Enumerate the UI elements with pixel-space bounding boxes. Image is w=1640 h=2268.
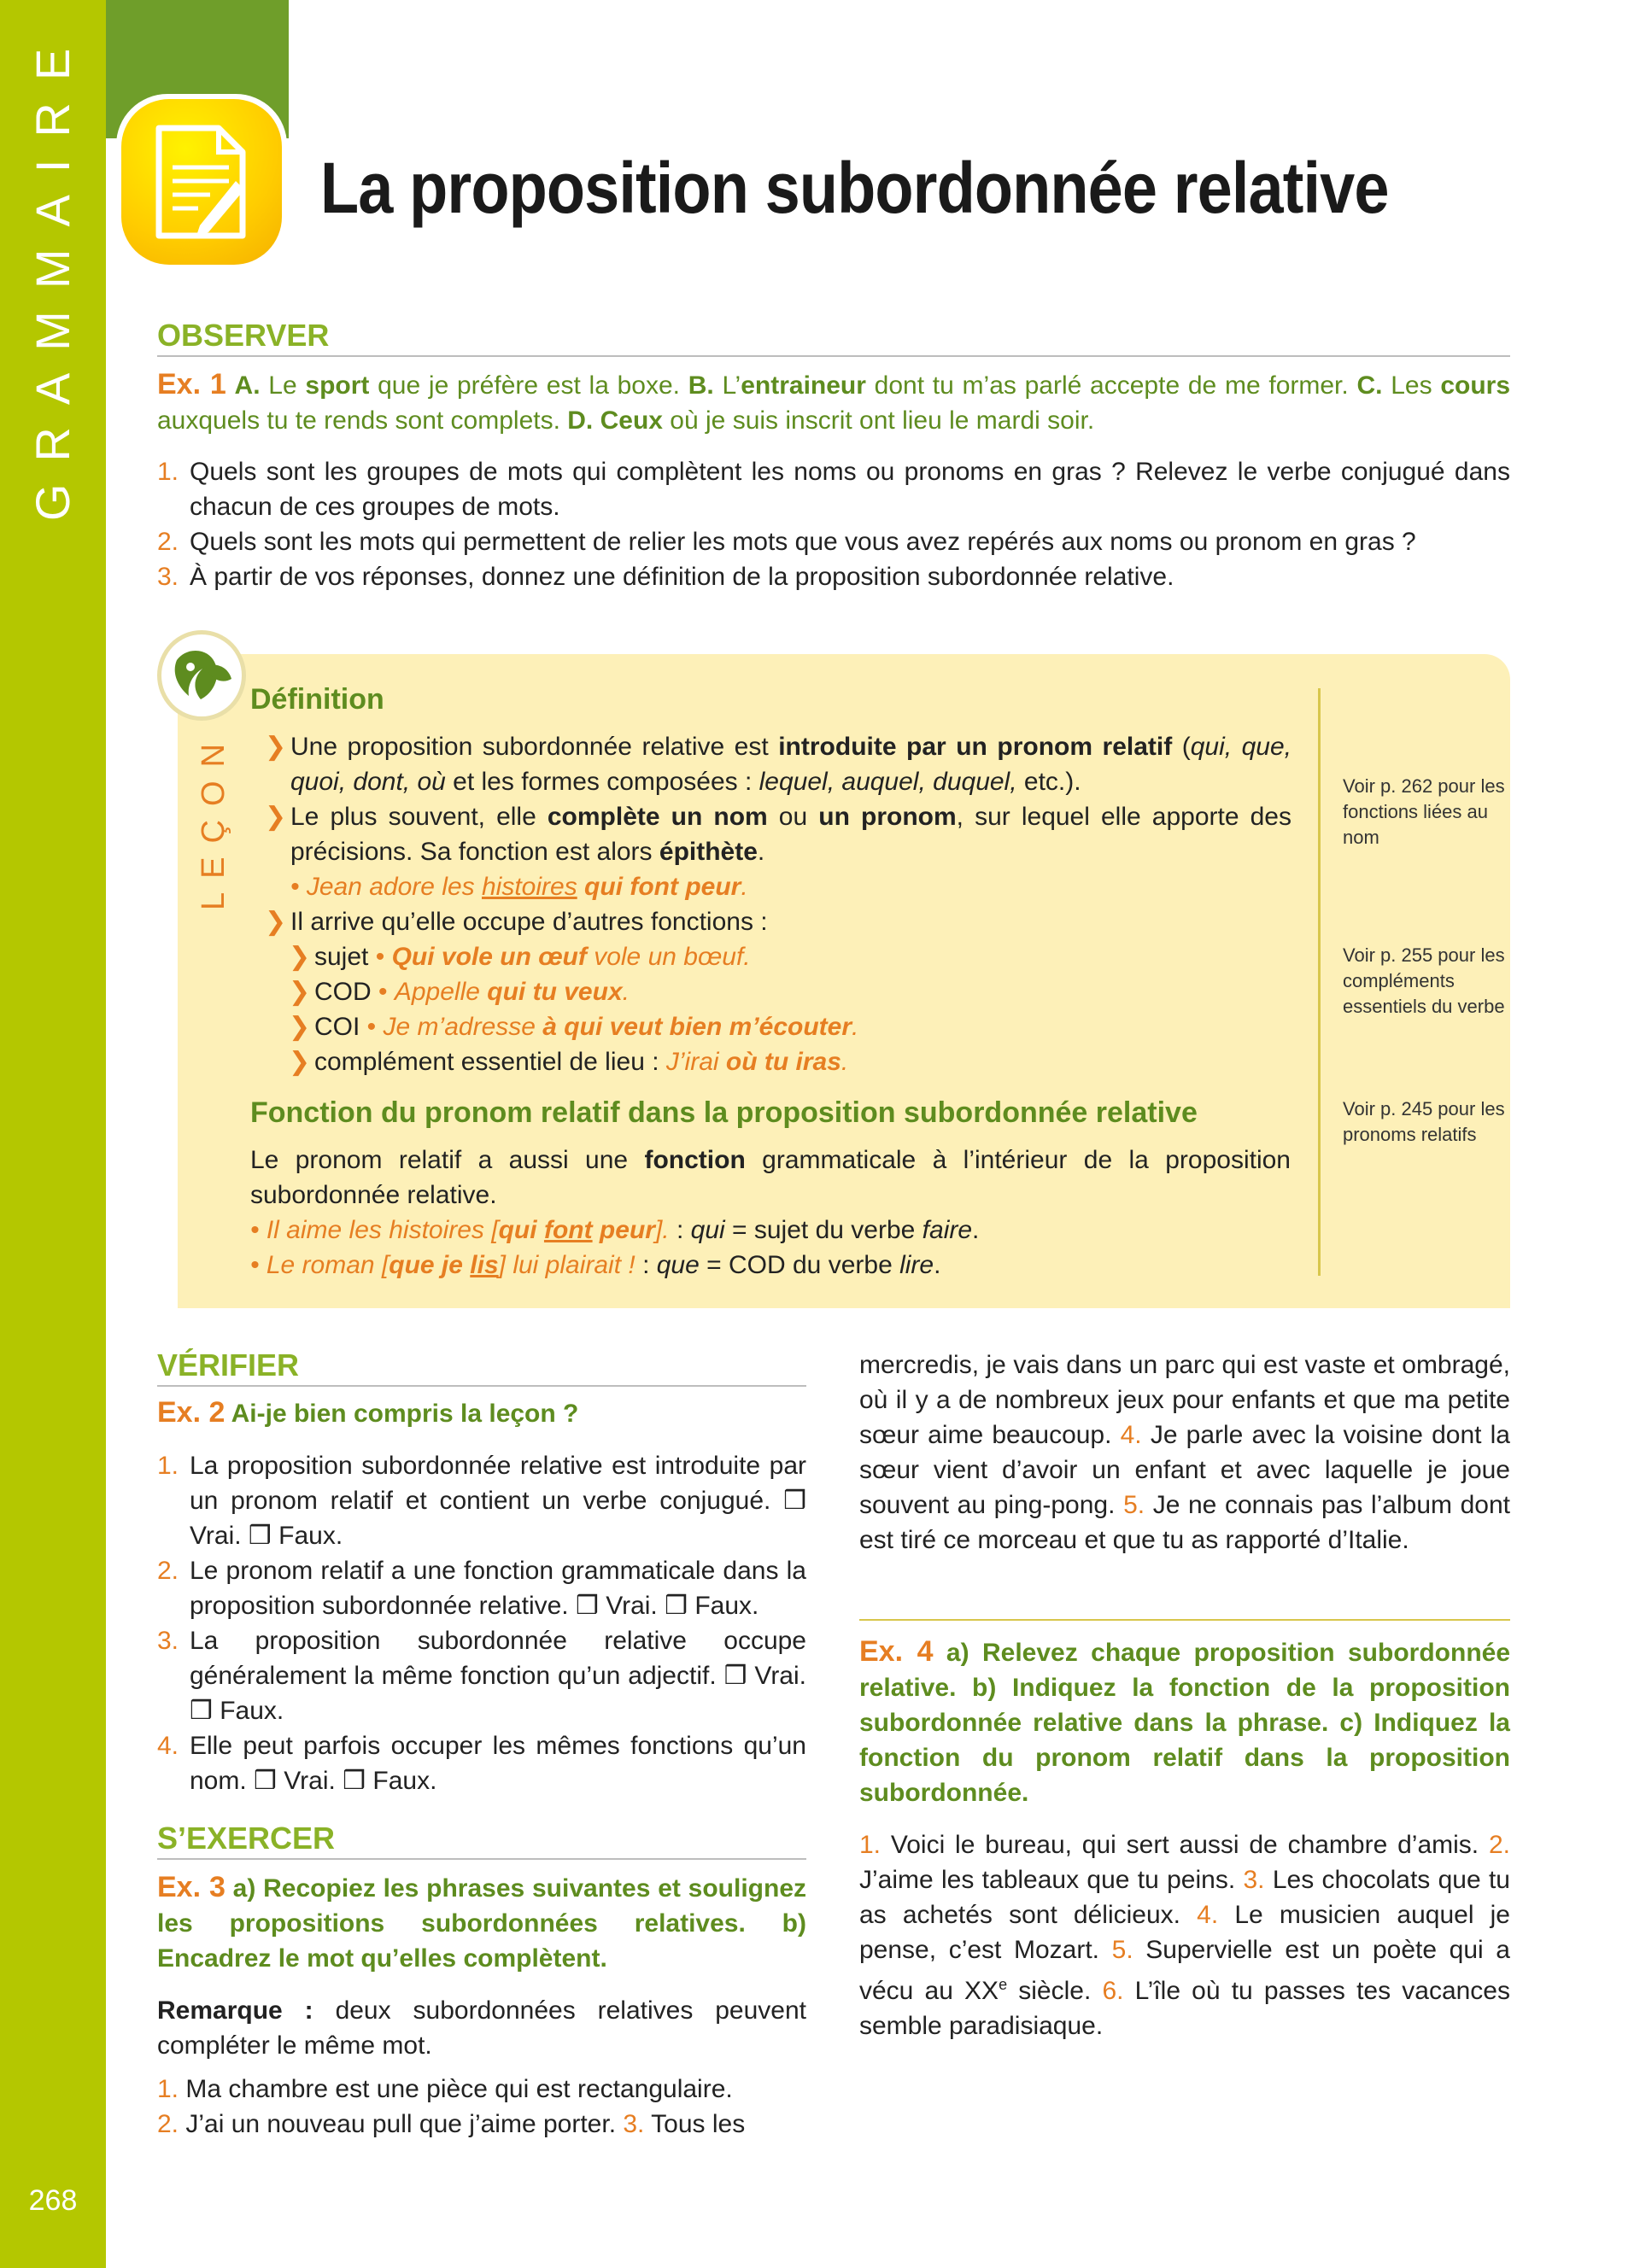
function-cod: ❯ COD • Appelle qui tu veux. [289, 978, 630, 1006]
example-sujet: • Il aime les histoires [qui font peur]. : qui = sujet du verbe faire. [250, 1216, 980, 1244]
example-epithete: • Jean adore les histoires qui font peur. [290, 873, 748, 901]
lesson-label: LEÇON [195, 729, 231, 910]
ex3-sentences-continued: mercredis, je vais dans un parc qui est vaste et ombragé, où il y a de nombreux jeux pour enfants et que ma petite sœur aime beaucoup. 4. Je parle avec la voisine dont la sœur vient d’avoir un enfant et avec laquelle je joue souvent au ping-pong. 5. Je ne connais pas l’album dont est tiré ce morceau et que tu as rapporté d’Italie. [859, 1351, 1511, 1554]
leaf-icon [168, 641, 237, 710]
ex3-remark: Remarque : deux subordonnées relatives peuvent compléter le même mot. [157, 1996, 807, 2060]
list-item: 4. Elle peut parfois occuper les mêmes fonctions qu’un nom. ❒ Vrai. ❒ Faux. [157, 1732, 806, 1795]
ex1-text: Ex. 1 A. Le sport que je préfère est la boxe. B. L’entraineur dont tu m’as parlé accepte de me former. C. Les cours auxquels tu te rends sont complets. D. Ceux où je suis inscrit ont lieu le mardi soir. [157, 368, 1511, 435]
margin-note-fonctions[interactable]: Voir p. 262 pour les fonctions liées au nom [1343, 775, 1505, 848]
definition-point: ❯ Il arrive qu’elle occupe d’autres fonctions : [265, 908, 768, 936]
list-item: 2. Le pronom relatif a une fonction grammaticale dans la proposition subordonnée relative. ❒ Vrai. ❒ Faux. [157, 1557, 806, 1620]
list-item: 3. À partir de vos réponses, donnez une définition de la proposition subordonnée relative. [157, 563, 1174, 591]
margin-rule [1318, 688, 1321, 1276]
ex3-sentences: 1. Ma chambre est une pièce qui est rectangulaire. 2. J’ai un nouveau pull que j’aime porter. 3. Tous les [157, 2075, 746, 2138]
ex3-instructions: Ex. 3 a) Recopiez les phrases suivantes et soulignez les propositions subordonnées relatives. b) Encadrez le mot qu’elles complètent. [157, 1871, 807, 1973]
definition-point: ❯ Une proposition subordonnée relative est introduite par un pronom relatif (qui, que, quoi, dont, où et les formes composées : lequel, auquel, duquel, etc.). [265, 733, 1292, 796]
list-item: 1. La proposition subordonnée relative est introduite par un pronom relatif et contient un verbe conjugué. ❒ Vrai. ❒ Faux. [157, 1452, 806, 1550]
sidebar-label: GRAMMAIRE [26, 26, 80, 521]
function-coi: ❯ COI • Je m’adresse à qui veut bien m’écouter. [289, 1013, 859, 1041]
verifier-heading: VÉRIFIER [157, 1347, 806, 1387]
list-item: 3. La proposition subordonnée relative occupe généralement la même fonction qu’un adjectif. ❒ Vrai. ❒ Faux. [157, 1627, 806, 1725]
function-body: Le pronom relatif a aussi une fonction grammaticale à l’intérieur de la proposition subordonnée relative. • Il aime les histoires [qui font peur]. : qui = sujet du verbe faire. • Le roman [que je lis] lui plairait ! : que = COD du verbe lire. [250, 1143, 1291, 1283]
exercer-heading: S’EXERCER [157, 1821, 806, 1860]
column-divider [859, 1619, 1510, 1621]
verifier-items [157, 1448, 806, 1798]
sidebar-label-wrap [0, 0, 106, 547]
page-title: La proposition subordonnée relative [320, 148, 1389, 228]
definition-heading: Définition [250, 683, 384, 716]
margin-note-pronoms[interactable]: Voir p. 245 pour les pronoms relatifs [1343, 1098, 1505, 1145]
observer-questions [157, 454, 1510, 594]
example-cod: • Le roman [que je lis] lui plairait ! : que = COD du verbe lire. [250, 1251, 941, 1279]
function-subject: ❯ sujet • Qui vole un œuf vole un bœuf. [289, 943, 751, 971]
margin-note-complements[interactable]: Voir p. 255 pour les compléments essentiels du verbe [1343, 944, 1505, 1017]
observer-heading: OBSERVER [157, 318, 1510, 357]
ex4-instructions: Ex. 4 a) Relevez chaque proposition subordonnée relative. b) Indiquez la fonction de la proposition subordonnée relative dans la phrase. c) Indiquez la fonction du pronom relatif dans la proposition subordonnée. [859, 1635, 1511, 1807]
ex1-label: Ex. 1 [157, 368, 226, 400]
list-item: 2. Quels sont les mots qui permettent de relier les mots que vous avez repérés aux noms ou pronom en gras ? [157, 528, 1416, 556]
chapter-badge [116, 94, 287, 273]
lesson-tab [157, 630, 246, 721]
definition-point: ❯ Le plus souvent, elle complète un nom ou un pronom, sur lequel elle apporte des précisions. Sa fonction est alors épithète. [265, 803, 1292, 866]
function-lieu: ❯ complément essentiel de lieu : J’irai où tu iras. [289, 1048, 849, 1076]
function-heading: Fonction du pronom relatif dans la proposition subordonnée relative [250, 1096, 1198, 1129]
list-item: 1. Quels sont les groupes de mots qui complètent les noms ou pronoms en gras ? Relevez le verbe conjugué dans chacun de ces groupes de mots. [157, 458, 1510, 521]
lesson-label-wrap [162, 726, 265, 914]
definition-body [263, 729, 1292, 1079]
document-pencil-icon [150, 125, 253, 241]
page-number: 268 [28, 2184, 78, 2217]
ex4-sentences: 1. Voici le bureau, qui sert aussi de chambre d’amis. 2. J’aime les tableaux que tu peins. 3. Les chocolats que tu as achetés sont délicieux. 4. Le musicien auquel je pense, c’est Mozart. 5. Supervielle est un poète qui a vécu au XXe siècle. 6. L’île où tu passes tes vacances semble paradisiaque. [859, 1831, 1510, 2040]
ex2-title: Ex. 2 Ai-je bien compris la leçon ? [157, 1396, 579, 1429]
